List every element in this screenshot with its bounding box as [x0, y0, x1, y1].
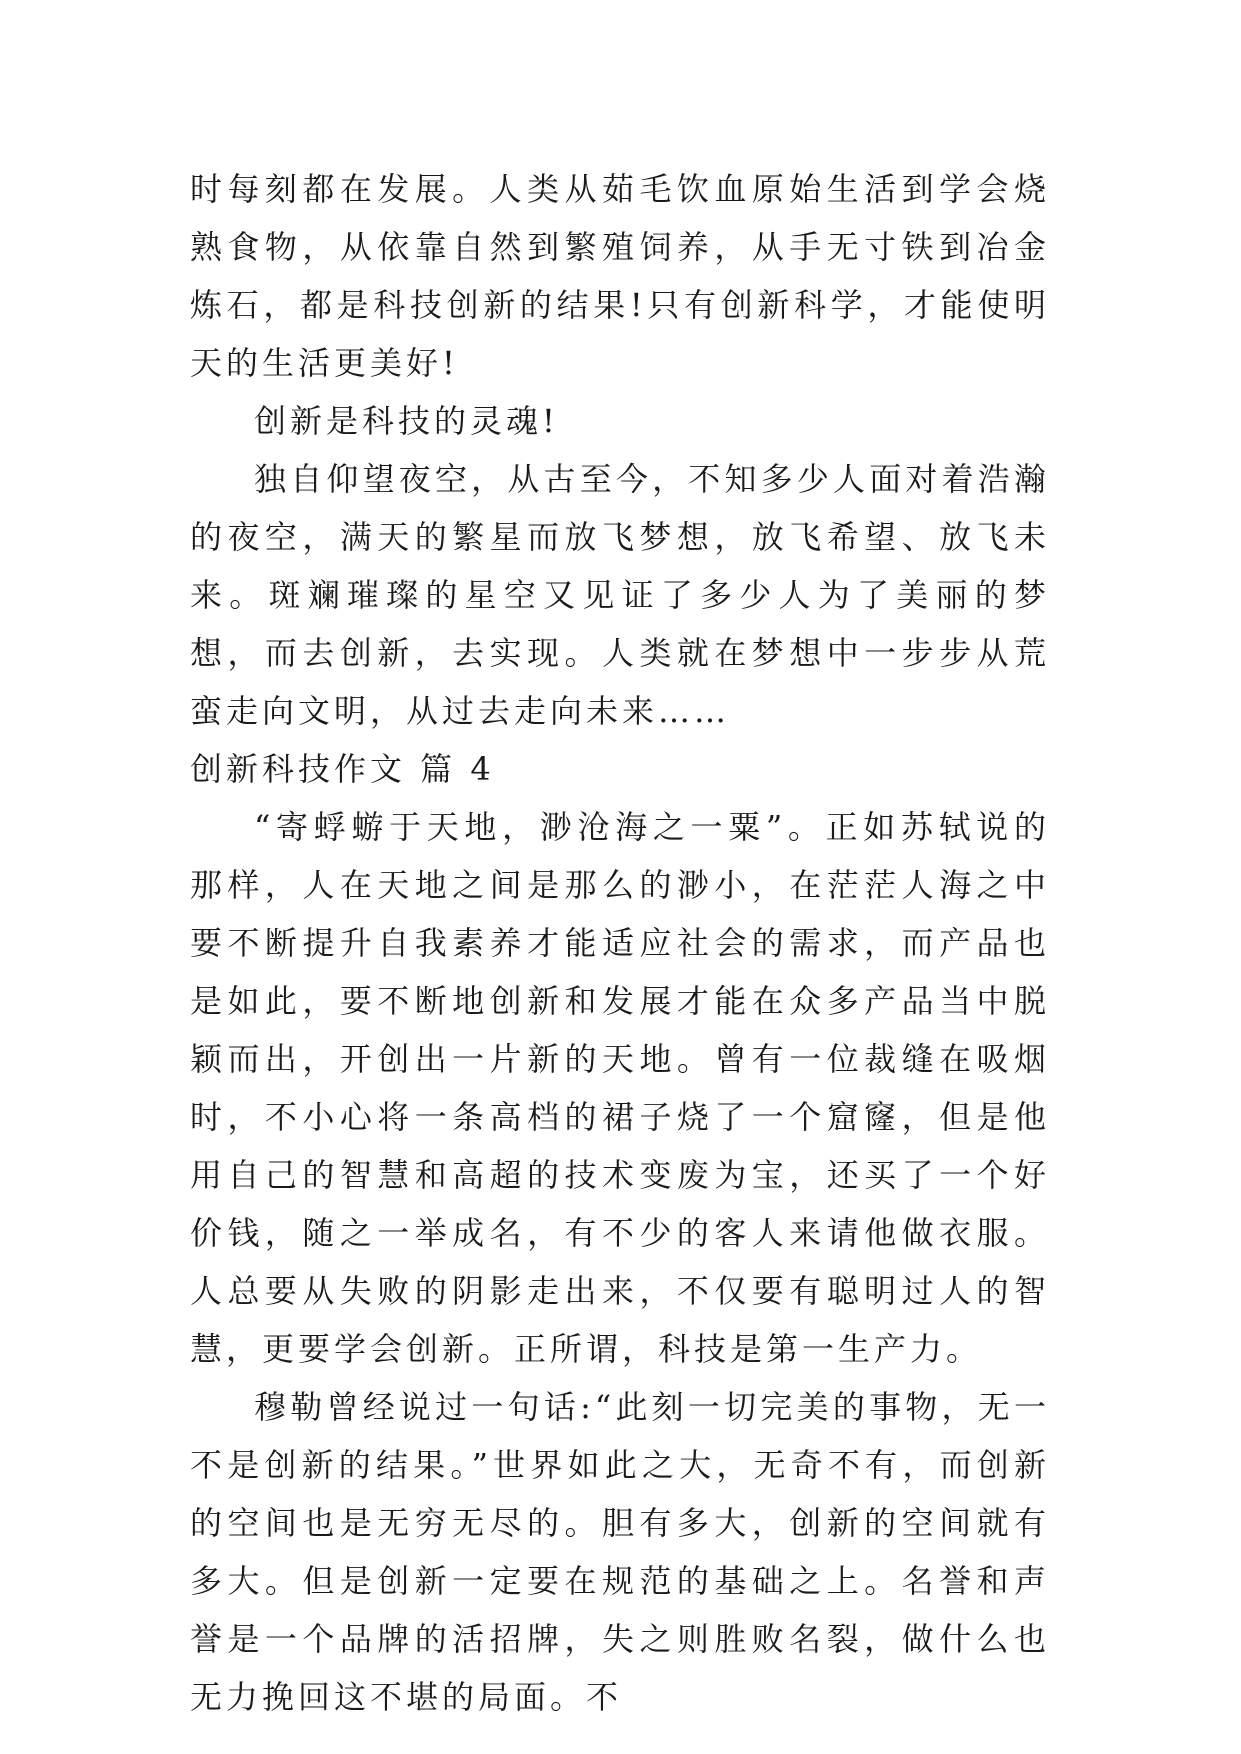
paragraph-1: 时每刻都在发展。人类从茹毛饮血原始生活到学会烧熟食物，从依靠自然到繁殖饲养，从手无寸铁到冶金炼石，都是科技创新的结果!只有创新科学，才能使明天的生活更美好!: [190, 170, 1050, 382]
section-heading: 创新科技作文 篇 4: [190, 750, 495, 788]
paragraph-3: 独自仰望夜空，从古至今，不知多少人面对着浩瀚的夜空，满天的繁星而放飞梦想，放飞希望、放飞未来。斑斓璀璨的星空又见证了多少人为了美丽的梦想，而去创新，去实现。人类就在梦想中一步步从荒蛮走向文明，从过去走向未来……: [190, 460, 1050, 730]
paragraph-4: “寄蜉蝣于天地，渺沧海之一粟”。正如苏轼说的那样，人在天地之间是那么的渺小，在茫茫人海之中要不断提升自我素养才能适应社会的需求，而产品也是如此，要不断地创新和发展才能在众多产品当中脱颖而出，开创出一片新的天地。曾有一位裁缝在吸烟时，不小心将一条高档的裙子烧了一个窟窿，但是他用自己的智慧和高超的技术变废为宝，还买了一个好价钱，随之一举成名，有不少的客人来请他做衣服。人总要从失败的阴影走出来，不仅要有聪明过人的智慧，更要学会创新。正所谓，科技是第一生产力。: [190, 808, 1050, 1368]
paragraph-5: 穆勒曾经说过一句话:“此刻一切完美的事物，无一不是创新的结果。”世界如此之大，无奇不有，而创新的空间也是无穷无尽的。胆有多大，创新的空间就有多大。但是创新一定要在规范的基础之上。名誉和声誉是一个品牌的活招牌，失之则胜败名裂，做什么也无力挽回这不堪的局面。不: [190, 1388, 1050, 1716]
document-page: [190, 160, 1050, 1726]
paragraph-2: 创新是科技的灵魂!: [254, 402, 559, 440]
